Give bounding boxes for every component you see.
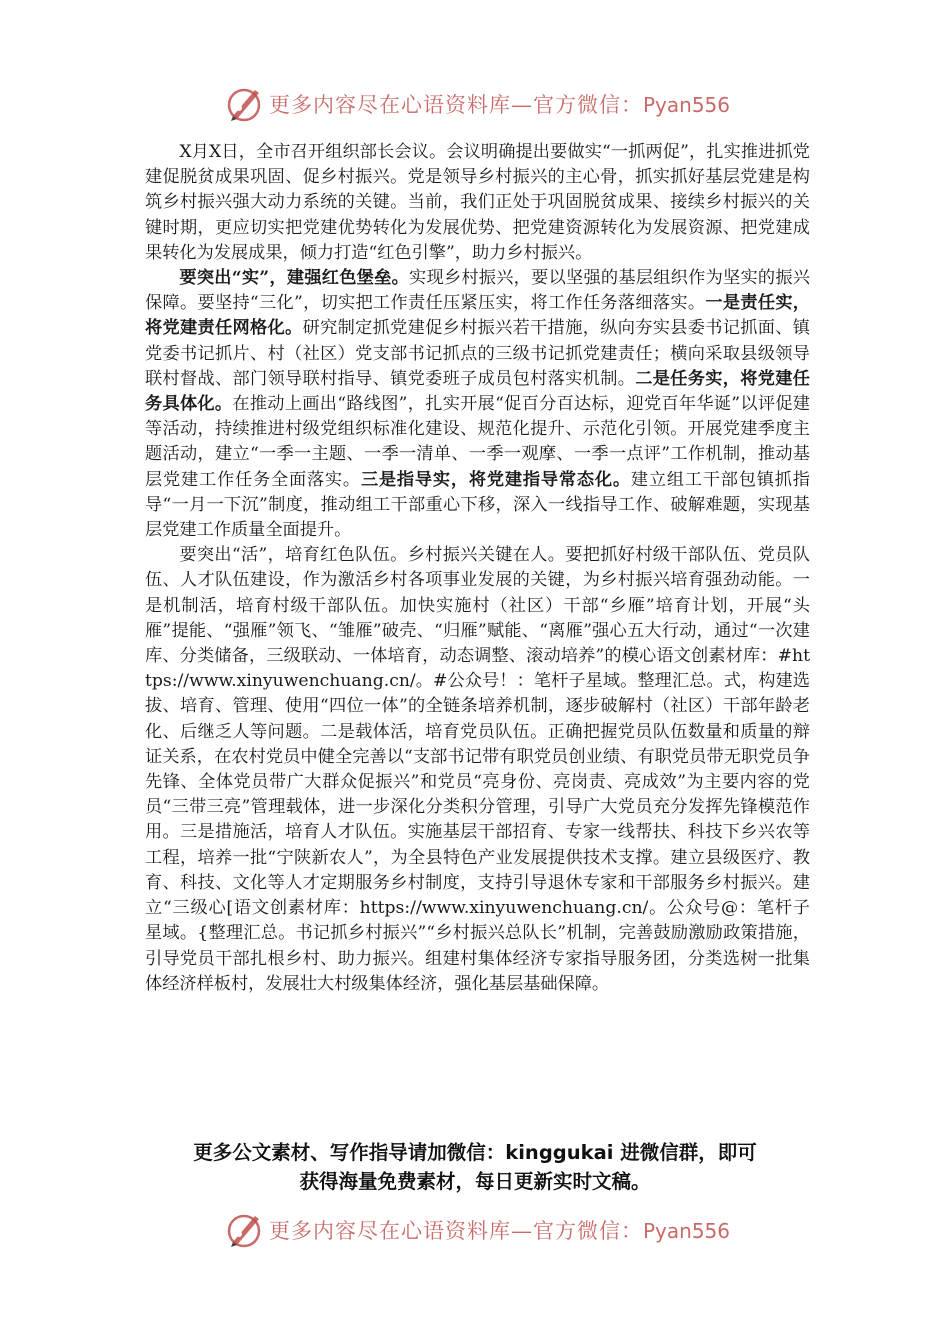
section-heading: 要突出“实”，建强红色堡垒。 [179, 268, 410, 289]
point-heading: 一是责任实，将党建责任网格化。 [145, 293, 810, 339]
paragraph [145, 266, 810, 543]
paragraph [145, 543, 810, 997]
banner-brand: Pyan556 [643, 93, 731, 117]
paragraph-text: 研究制定抓党建促乡村振兴若干措施，纵向夯实县委书记抓面、镇党委书记抓片、村（社区）党支部书记抓点的三级书记抓党建责任；横向采取县级领导联村督战、部门领导联村指导、镇党委班子成员包村落实机制。 [145, 318, 810, 389]
header-banner [225, 82, 731, 126]
footer-banner [225, 1208, 731, 1252]
banner-brand: Pyan556 [643, 1219, 731, 1243]
article-body [145, 140, 810, 997]
paragraph-text: 实现乡村振兴，要以坚强的基层组织作为坚实的振兴保障。要坚持“三化”，切实把工作责任压紧压实，将工作任务落细落实。 [145, 268, 810, 314]
paragraph [145, 140, 810, 266]
promo-line: 更多公文素材、写作指导请加微信：kinggukai 进微信群，即可 [193, 1141, 757, 1164]
promo-note [130, 1138, 820, 1196]
paragraph-text: 在推动上画出“路线图”，扎实开展“促百分百达标，迎党百年华诞”以评促建等活动，持续推进村级党组织标准化建设、规范化提升、示范化引领。开展党建季度主题活动，建立“一季一主题、一季一清单、一季一观摩、一季一点评”工作机制，推动基层党建工作任务全面落实。 [145, 394, 810, 490]
paragraph-text: 要突出“活”，培育红色队伍。乡村振兴关键在人。要把抓好村级干部队伍、党员队伍、人才队伍建设，作为激活乡村各项事业发展的关键，为乡村振兴培育强劲动能。一是机制活，培育村级干部队伍。加快实施村（社区）干部“乡雁”培育计划，开展“头雁”提能、“强雁”领飞、“雏雁”破壳、“归雁”赋能、“离雁”强心五大行动，通过“一次建库、分类储备，三级联动、一体培育，动态调整、滚动培养”的模心语文创素材库：#https://www.xinyuwenchuang.cn/。#公众号！：笔杆子星域。整理汇总。式，构建选拔、培育、管理、使用“四位一体”的全链条培养机制，逐步破解村（社区）干部年龄老化、后继乏人等问题。二是载体活，培育党员队伍。正确把握党员队伍数量和质量的辩证关系，在农村党员中健全完善以“支部书记带有职党员创业绩、有职党员带无职党员争先锋、全体党员带广大群众促振兴”和党员“亮身份、亮岗责、亮成效”为主要内容的党员“三带三亮”管理载体，进一步深化分类积分管理，引导广大党员充分发挥先锋模范作用。三是措施活，培育人才队伍。实施基层干部招育、专家一线帮扶、科技下乡兴农等工程，培养一批“宁陕新农人”，为全县特色产业发展提供技术支撑。建立县级医疗、教育、科技、文化等人才定期服务乡村制度，支持引导退休专家和干部服务乡村振兴。建立“三级心[语文创素材库：https://www.xinyuwenchuang.cn/。公众号@：笔杆子星域。{整理汇总。书记抓乡村振兴”“乡村振兴总队长”机制，完善鼓励激励政策措施，引导党员干部扎根乡村、助力振兴。组建村集体经济专家指导服务团，分类选树一批集体经济样板村，发展壮大村级集体经济，强化基层基础保障。 [145, 545, 810, 994]
point-heading: 二是任务实，将党建任务具体化。 [145, 368, 810, 415]
writing-logo-icon [225, 1210, 265, 1250]
banner-text: 更多内容尽在心语资料库—官方微信：Pyan556 [269, 93, 731, 117]
paragraph-text: 建立组工干部包镇抓指导“一月一下沉”制度，推动组工干部重心下移，深入一线指导工作、破解难题，实现基层党建工作质量全面提升。 [145, 469, 810, 541]
promo-line: 获得海量免费素材，每日更新实时文稿。 [299, 1170, 651, 1193]
point-heading: 三是指导实，将党建指导常态化。 [360, 469, 631, 490]
banner-text: 更多内容尽在心语资料库—官方微信：Pyan556 [269, 1219, 731, 1243]
paragraph-text: X月X日，全市召开组织部长会议。会议明确提出要做实“一抓两促”，扎实推进抓党建促脱贫成果巩固、促乡村振兴。党是领导乡村振兴的主心骨，抓实抓好基层党建是构筑乡村振兴强大动力系统的关键。当前，我们正处于巩固脱贫成果、接续乡村振兴的关键时期，更应切实把党建优势转化为发展优势、把党建资源转化为发展资源、把党建成果转化为发展成果，倾力打造“红色引擎”，助力乡村振兴。 [145, 142, 810, 263]
writing-logo-icon [225, 84, 265, 124]
